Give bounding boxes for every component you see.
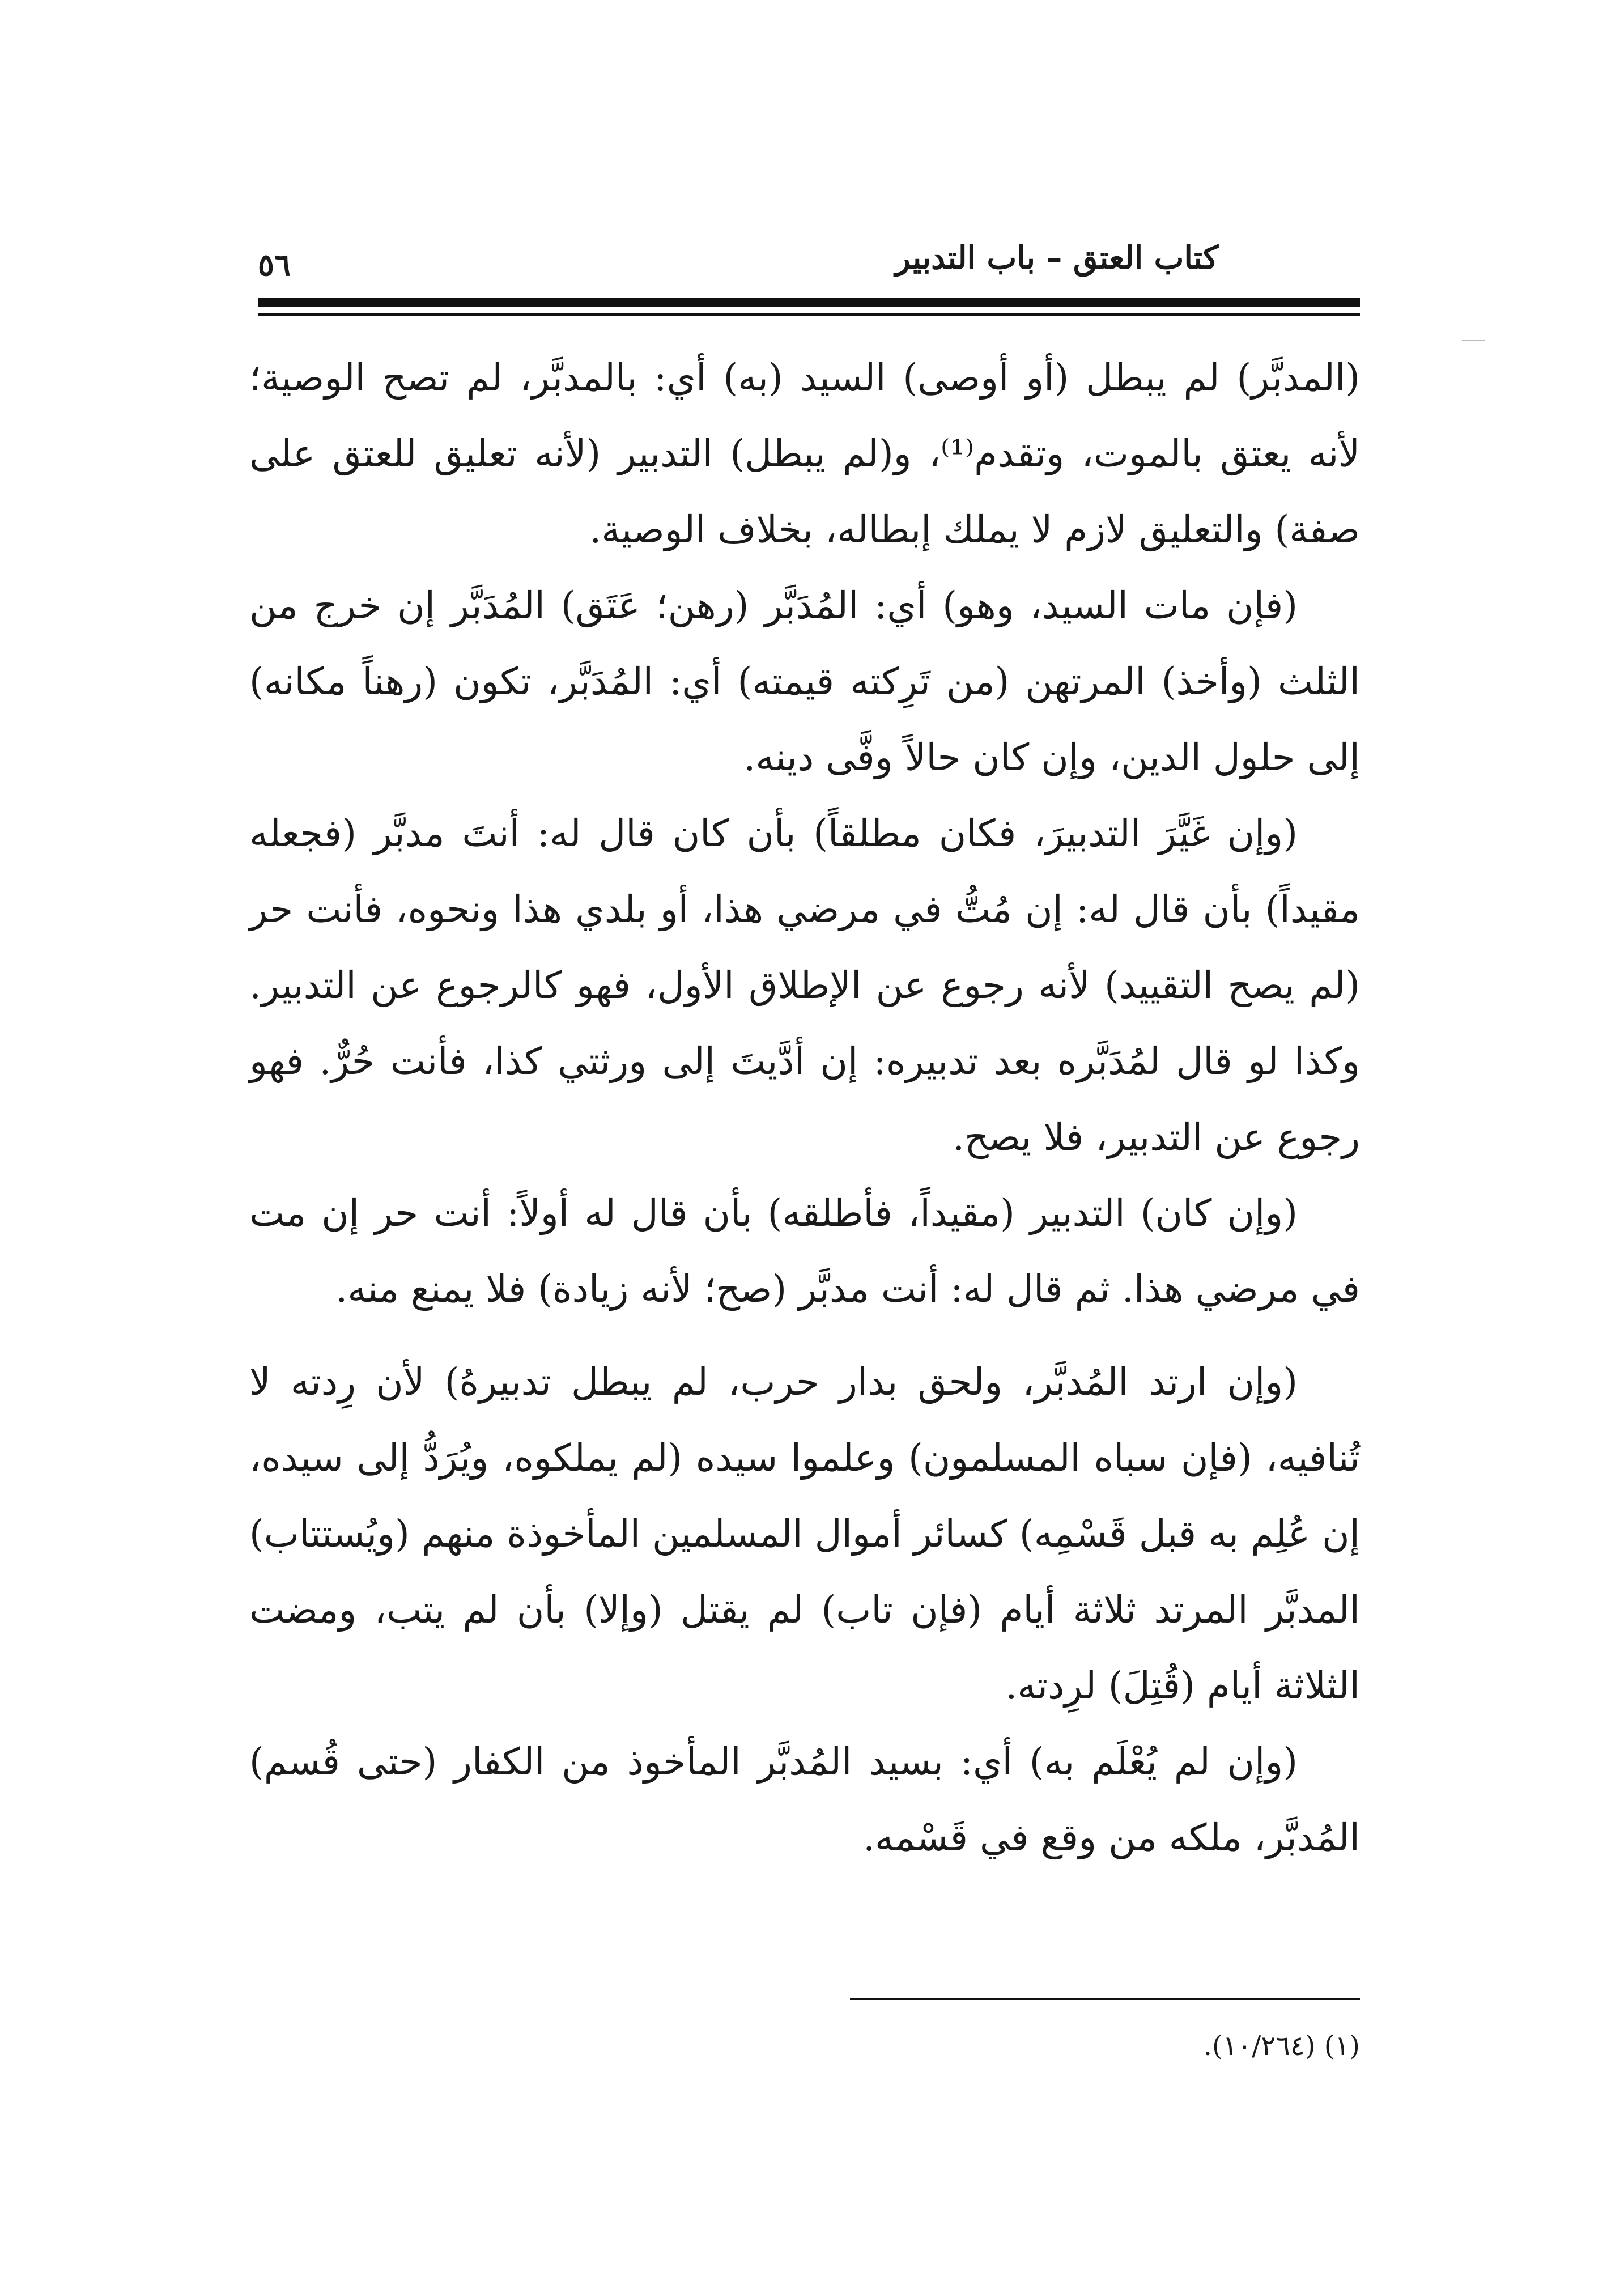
page-header [258,232,1360,283]
paragraph: (المدبَّر) لم يبطل (أو أوصى) السيد (به) أي: بالمدبَّر، لم تصح الوصية؛ لأنه يعتق بالموت، وتقدم⁽¹⁾، و(لم يبطل) التدبير (لأنه تعليق للعتق على صفة) والتعليق لازم لا يملك إبطاله، بخلاف الوصية. [249,356,1360,551]
paragraph: (وإن ارتد المُدبَّر، ولحق بدار حرب، لم يبطل تدبيرهُ) لأن رِدته لا تُنافيه، (فإن سباه المسلمون) وعلموا سيده (لم يملكوه، ويُرَدُّ إلى سيده، إن عُلِم به قبل قَسْمِه) كسائر أموال المسلمين المأخوذة منهم (ويُستتاب) المدبَّر المرتد ثلاثة أيام (فإن تاب) لم يقتل (وإلا) بأن لم يتب، ومضت الثلاثة أيام (قُتِلَ) لرِدته. [249,1360,1360,1708]
running-title: كتاب العتق – باب التدبير [895,239,1218,277]
margin-mark [1462,340,1485,341]
main-text [249,340,1360,1876]
paragraph: (وإن لم يُعْلَم به) أي: بسيد المُدبَّر المأخوذ من الكفار (حتى قُسم) المُدبَّر، ملكه من وقع في قَسْمه. [249,1740,1360,1859]
header-rule-thin [258,313,1360,316]
paragraph: (فإن مات السيد، وهو) أي: المُدَبَّر (رهن؛ عَتَق) المُدَبَّر إن خرج من الثلث (وأخذ) المرتهن (من تَرِكته قيمته) أي: المُدَبَّر، تكون (رهناً مكانه) إلى حلول الدين، وإن كان حالاً وفَّى دينه. [249,584,1360,779]
paragraph: (وإن غَيَّرَ التدبيرَ، فكان مطلقاً) بأن كان قال له: أنتَ مدبَّر (فجعله مقيداً) بأن قال له: إن مُتُّ في مرضي هذا، أو بلدي هذا ونحوه، فأنت حر (لم يصح التقييد) لأنه رجوع عن الإطلاق الأول، فهو كالرجوع عن التدبير. وكذا لو قال لمُدَبَّره بعد تدبيره: إن أدَّيتَ إلى ورثتي كذا، فأنت حُرٌّ. فهو رجوع عن التدبير، فلا يصح. [249,812,1360,1159]
header-rule-thick [258,298,1360,307]
footnote: (١) (١٠/٢٦٤). [1203,2030,1360,2062]
footnote-rule [850,1998,1360,2000]
page-number: ٥٦ [258,247,291,283]
paragraph: (وإن كان) التدبير (مقيداً، فأطلقه) بأن قال له أولاً: أنت حر إن مت في مرضي هذا. ثم قال له: أنت مدبَّر (صح؛ لأنه زيادة) فلا يمنع منه. [249,1191,1360,1311]
